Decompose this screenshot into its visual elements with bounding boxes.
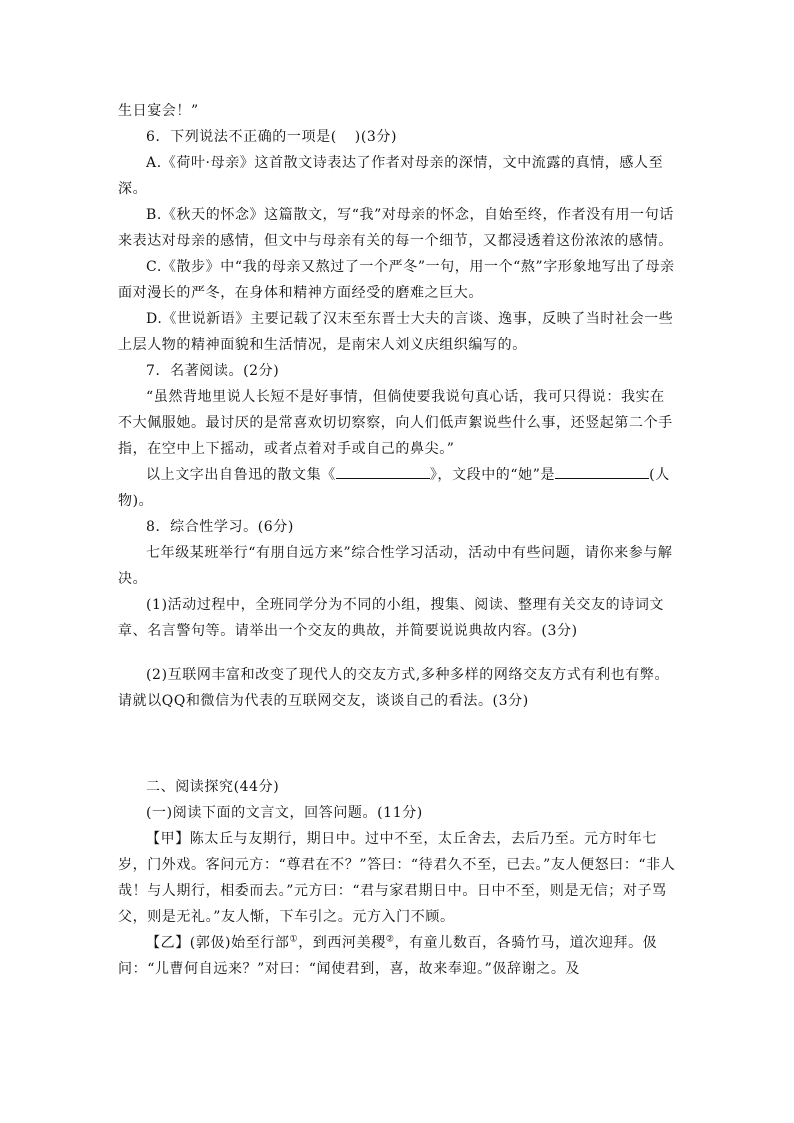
question-8: 8．综合性学习。(6分): [146, 519, 294, 535]
question-6-stem: 6．下列说法不正确的一项是(: [146, 129, 337, 145]
section-2-heading: 二、阅读探究(44分): [146, 779, 280, 795]
character-name-blank[interactable]: [555, 462, 649, 479]
question-8-intro: 七年级某班举行“有朋自远方来”综合性学习活动，活动中有些问题，请你来参与解决。: [118, 545, 673, 587]
question-7-prompt-a: 以上文字出自鲁迅的散文集《: [146, 467, 336, 483]
option-c: C.《散步》中“我的母亲又熬过了一个严冬”一句，用一个“熬”字形象地写出了母亲面对漫长的严冬，在身体和精神方面经受的磨难之巨大。: [118, 259, 675, 301]
passage-yi: [118, 930, 678, 982]
question-7-prompt: [118, 462, 678, 514]
passage-yi-b: ，到西河美稷: [298, 935, 386, 951]
question-7-quote: “虽然背地里说人长短不是好事情，但倘使要我说句真心话，我可只得说：我实在不大佩服她。最讨厌的是常喜欢切切察察，向人们低声絮说些什么事，还竖起第二个手指，在空中上下摇动，或者点着对手或自己的鼻尖。”: [118, 389, 673, 457]
question-7: 7．名著阅读。(2分): [146, 363, 280, 379]
text-line-continuation: 生日宴会！”: [118, 103, 199, 119]
question-6: [118, 124, 678, 150]
question-7-prompt-b: 》，文段中的“她”是: [429, 467, 556, 483]
footnote-marker-1: ①: [289, 934, 299, 945]
question-8-part-2: (2)互联网丰富和改变了现代人的交友方式,多种多样的网络交友方式有利也有弊。请就以QQ和微信为代表的互联网交友，谈谈自己的看法。(3分): [118, 667, 670, 709]
question-8-part-1: (1)活动过程中，全班同学分为不同的小组，搜集、阅读、整理有关交友的诗词文章、名言警句等。请举出一个交友的典故，并简要说说典故内容。(3分): [118, 597, 665, 639]
section-2-part-1-heading: (一)阅读下面的文言文，回答问题。(11分): [146, 805, 423, 821]
answer-space-1[interactable]: [118, 644, 678, 662]
option-a: A.《荷叶·母亲》这首散文诗表达了作者对母亲的深情，文中流露的真情，感人至深。: [118, 155, 664, 197]
passage-jia: 【甲】陈太丘与友期行，期日中。过中不至，太丘舍去，去后乃至。元方时年七岁，门外戏。客问元方：“尊君在不？”答曰：“待君久不至，已去。”友人便怒曰：“非人哉！与人期行，相委而去。”元方曰：“君与家君期日中。日中不至，则是无信；对子骂父，则是无礼。”友人惭，下车引之。元方入门不顾。: [118, 831, 676, 925]
document-page: [118, 98, 678, 982]
passage-yi-c: ，有童儿数百，各骑竹马，道次迎拜。伋问：“儿曹何自远来？”对曰：“闻使君到，喜，故来奉迎。”伋辞谢之。及: [118, 935, 658, 977]
question-6-score: )(3分): [354, 129, 398, 145]
passage-yi-a: 【乙】(郭伋)始至行部: [146, 935, 290, 951]
question-7-prompt-c: (人物)。: [118, 467, 670, 509]
answer-space-2[interactable]: [118, 714, 678, 774]
footnote-marker-2: ②: [385, 934, 395, 945]
option-d: D.《世说新语》主要记载了汉末至东晋士大夫的言谈、逸事，反映了当时社会一些上层人物的精神面貌和生活情况，是南宋人刘义庆组织编写的。: [118, 311, 674, 353]
book-title-blank[interactable]: [336, 462, 430, 479]
option-b: B.《秋天的怀念》这篇散文，写“我”对母亲的怀念，自始至终，作者没有用一句话来表达对母亲的感情，但文中与母亲有关的每一个细节，又都浸透着这份浓浓的感情。: [118, 207, 674, 249]
